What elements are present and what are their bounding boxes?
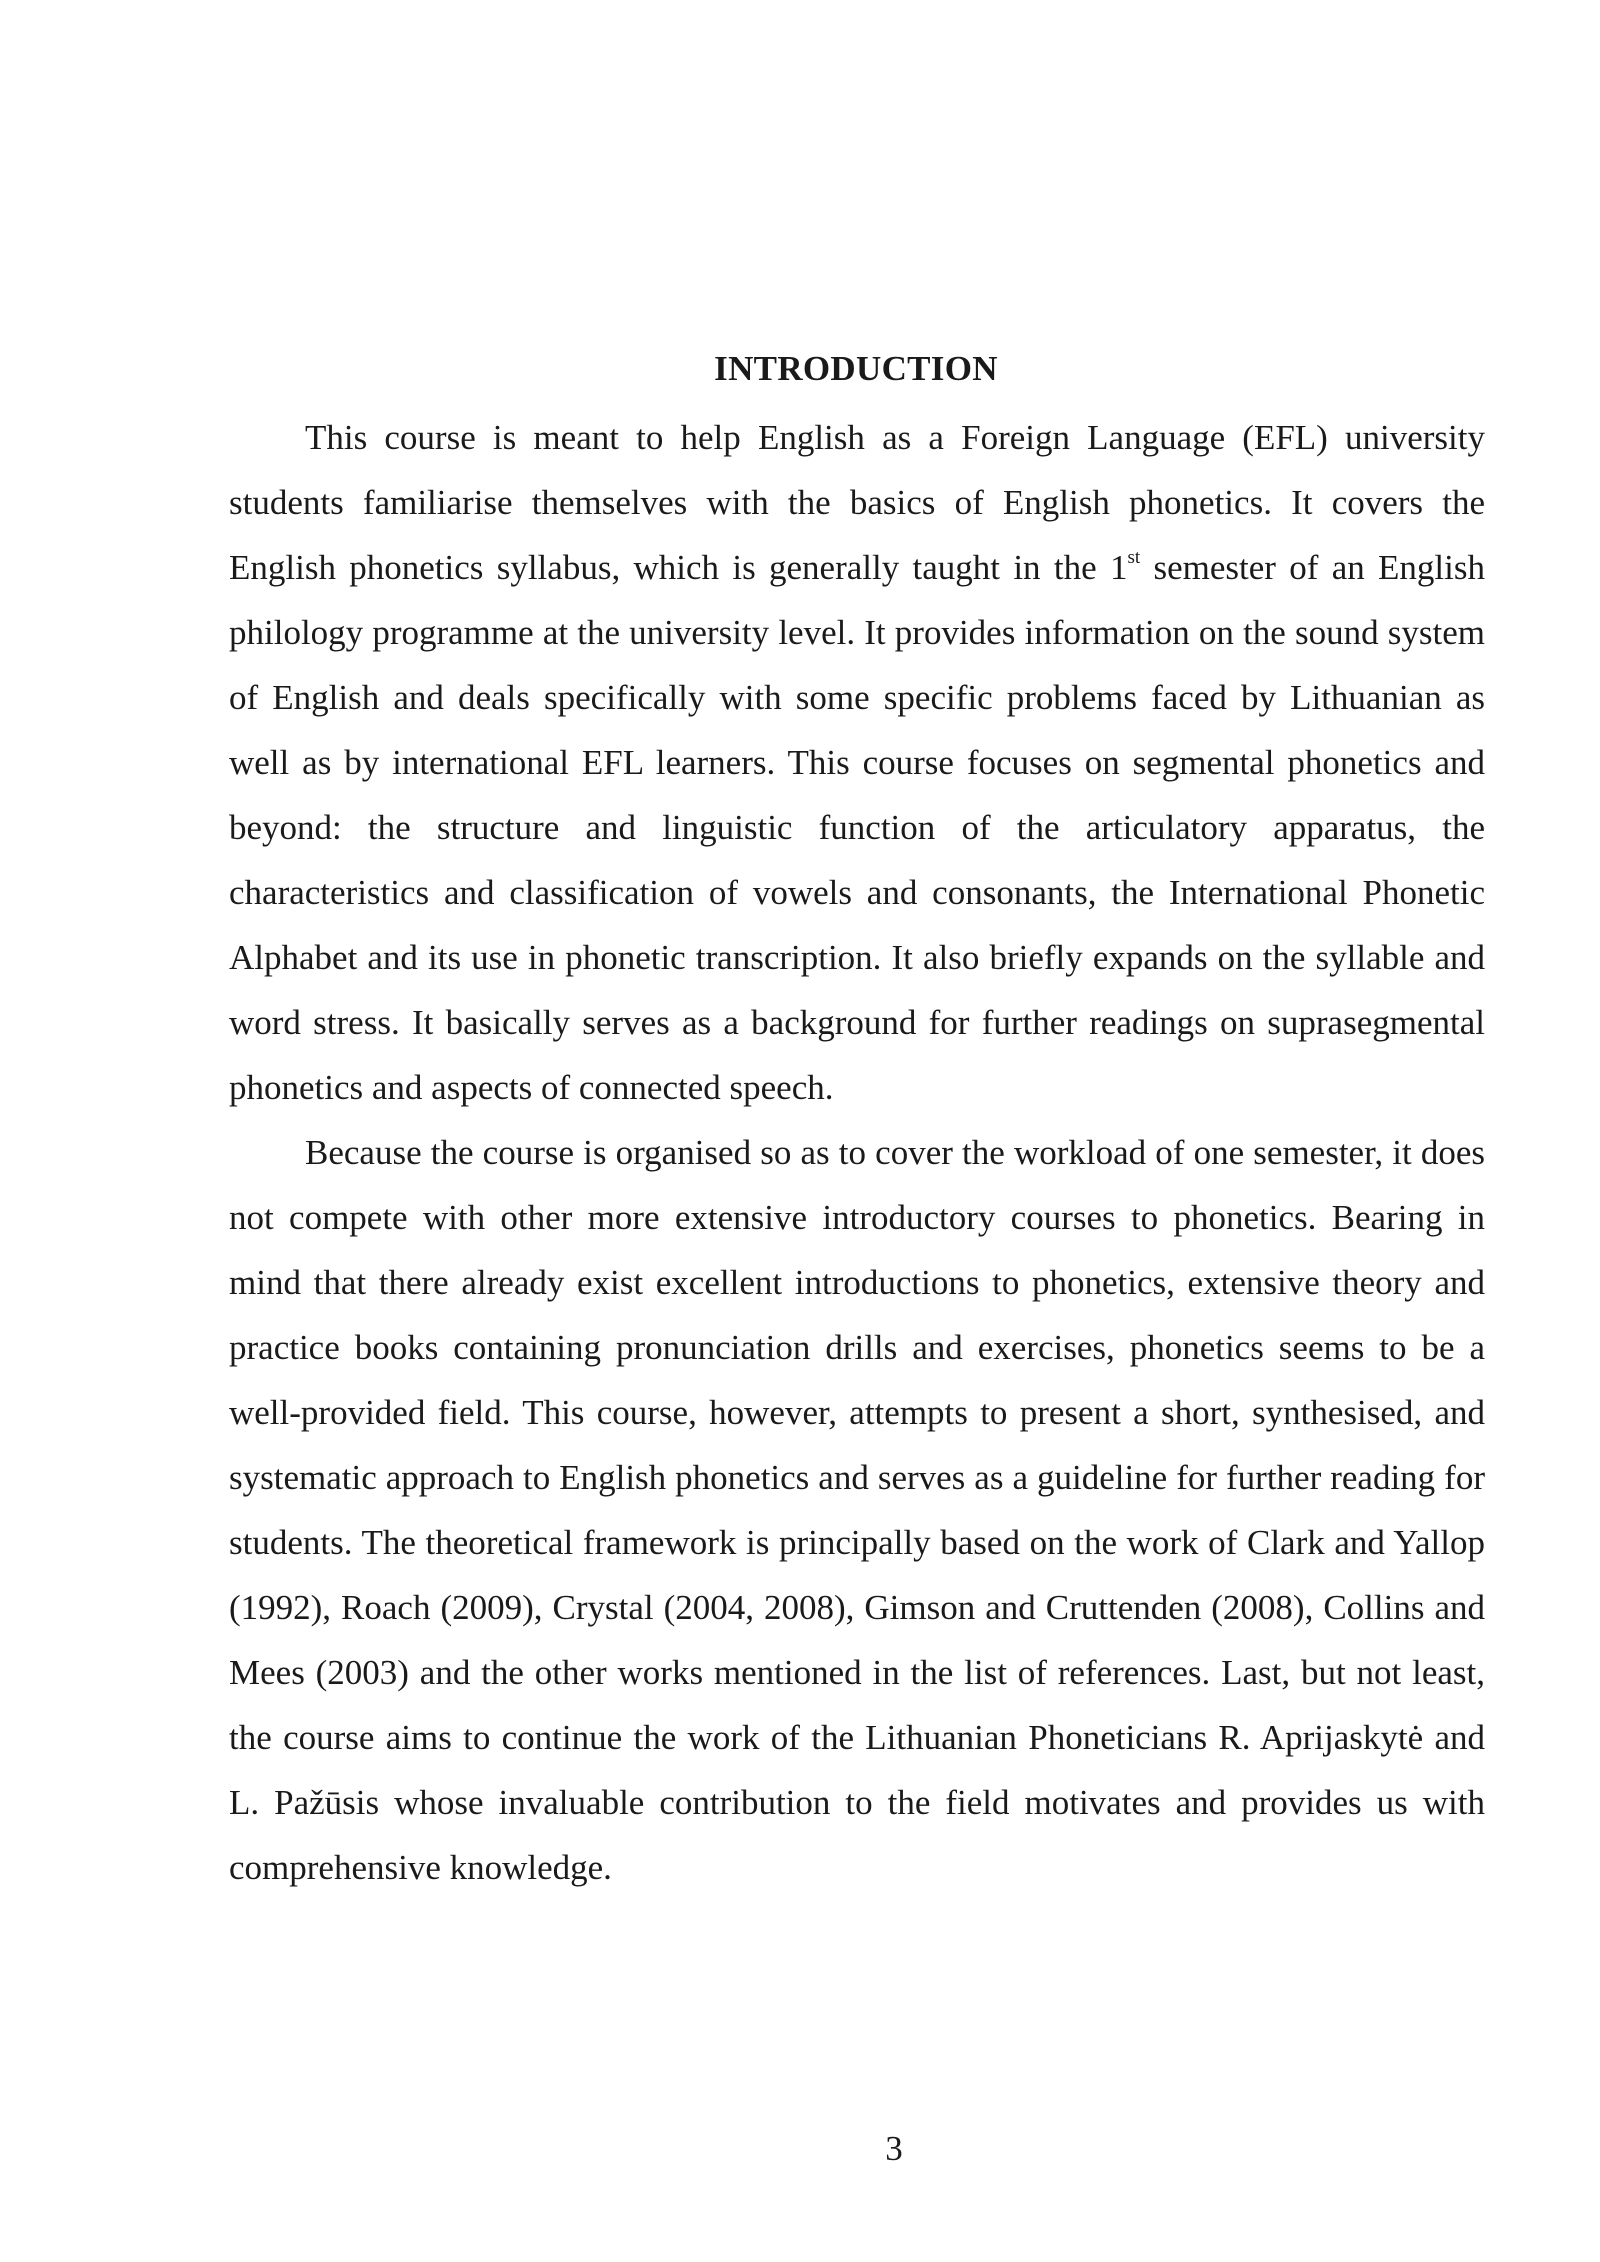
body-text bbox=[229, 405, 1485, 1900]
paragraph-1-text-start: This course is meant to help English as a Foreign Language (EFL) university students familiarise themselves with the basics of English phonetics. It covers the English phonetics syllabus, which is generally taught in the 1 bbox=[229, 418, 1485, 587]
paragraph-1-text-end: semester of an English philology programme at the university level. It provides information on the sound system of English and deals specifically with some specific problems faced by Lithuanian as well as by international EFL learners. This course focuses on segmental phonetics and beyond: the structure and linguistic function of the articulatory apparatus, the characteristics and classification of vowels and consonants, the International Phonetic Alphabet and its use in phonetic transcription. It also briefly expands on the syllable and word stress. It basically serves as a background for further readings on suprasegmental phonetics and aspects of connected speech. bbox=[229, 548, 1485, 1107]
paragraph-2: Because the course is organised so as to cover the workload of one semester, it does not compete with other more extensive introductory courses to phonetics. Bearing in mind that there already exist excellent introductions to phonetics, extensive theory and practice books containing pronunciation drills and exercises, phonetics seems to be a well-provided field. This course, however, attempts to present a short, synthesised, and systematic approach to English phonetics and serves as a guideline for further reading for students. The theoretical framework is principally based on the work of Clark and Yallop (1992), Roach (2009), Crystal (2004, 2008), Gimson and Cruttenden (2008), Collins and Mees (2003) and the other works mentioned in the list of references. Last, but not least, the course aims to continue the work of the Lithuanian Phoneticians R. Aprijaskytė and L. Pažūsis whose invaluable contribution to the field motivates and provides us with comprehensive knowledge. bbox=[229, 1133, 1485, 1887]
page-number: 3 bbox=[885, 2129, 903, 2168]
paragraph-1 bbox=[229, 405, 1485, 1120]
section-heading: INTRODUCTION bbox=[714, 349, 998, 388]
ordinal-superscript: st bbox=[1127, 547, 1141, 568]
